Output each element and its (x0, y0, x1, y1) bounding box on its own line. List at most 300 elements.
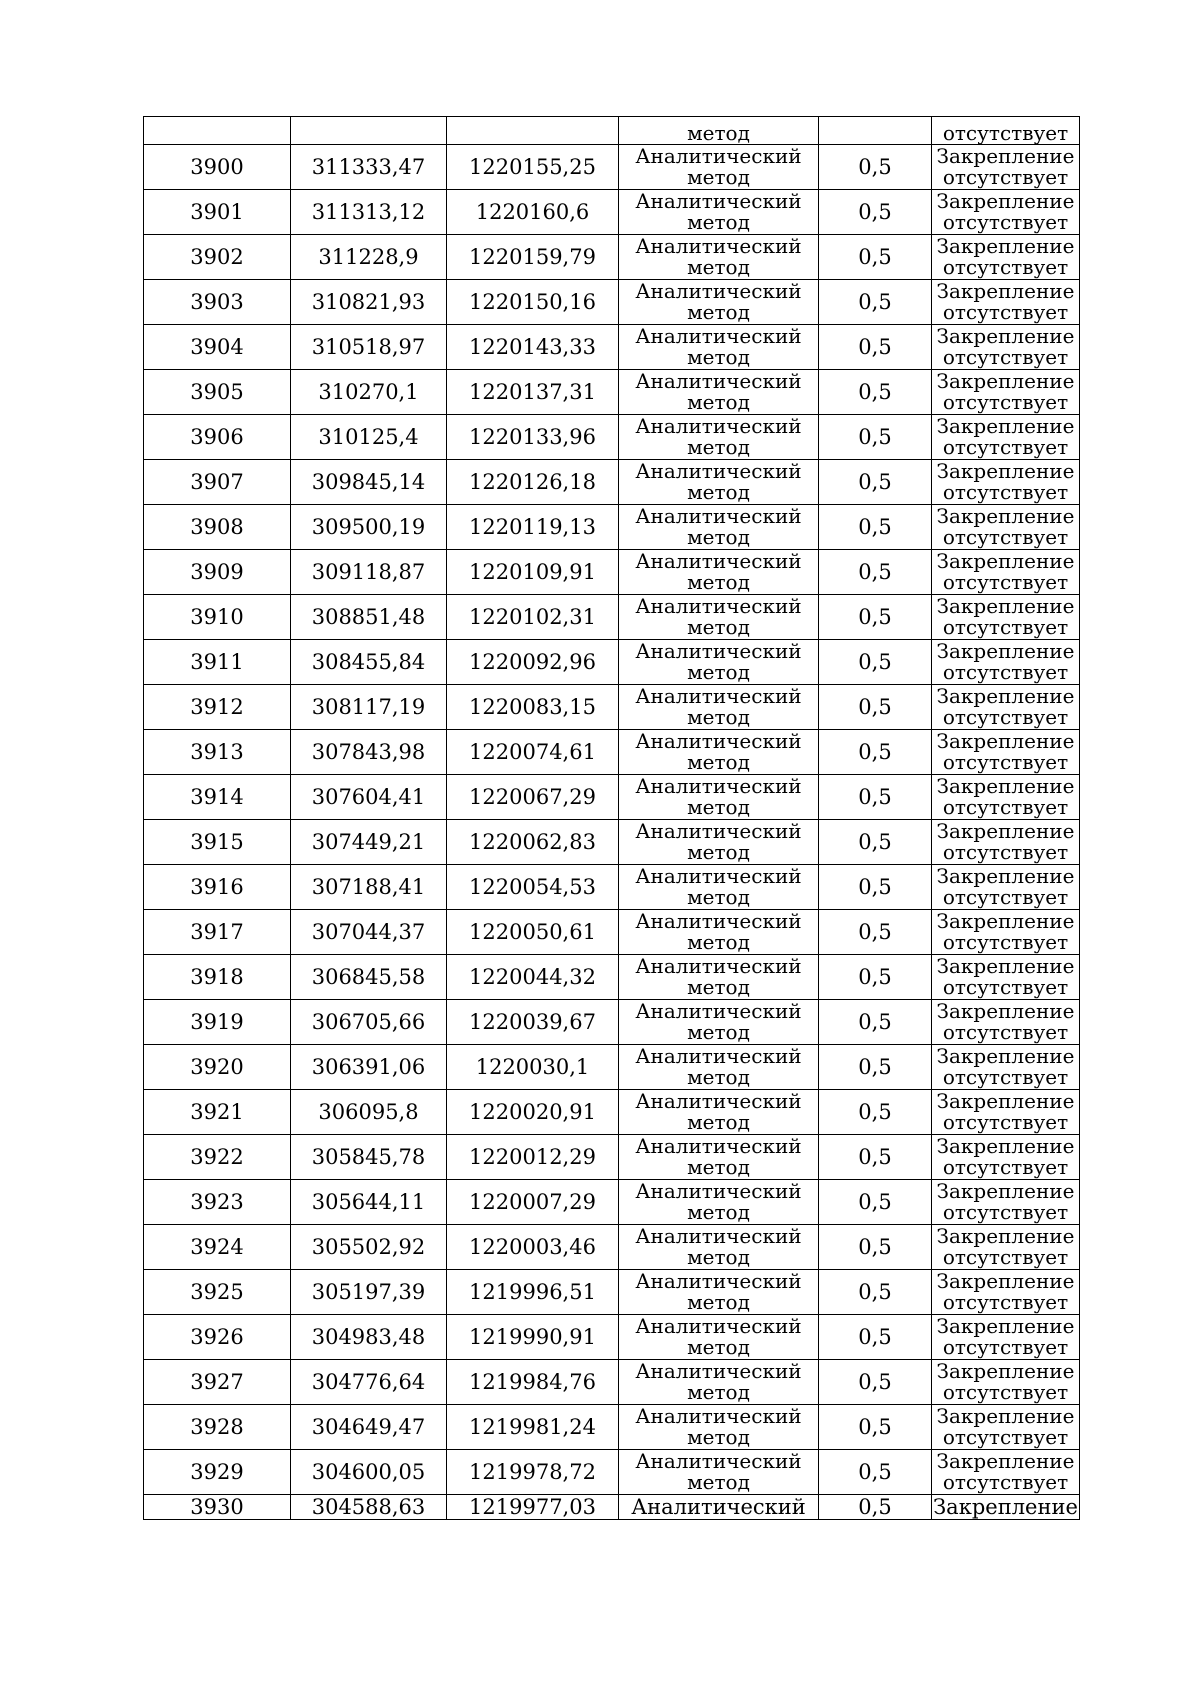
cell-method (619, 685, 819, 730)
cell-point-number: 3904 (144, 325, 291, 370)
cell-method-line: метод (687, 1335, 750, 1359)
cell-method-line: метод (687, 1380, 750, 1404)
cell-error: 0,5 (819, 1090, 932, 1135)
cell-error (819, 117, 932, 145)
cell-x: 308455,84 (291, 640, 447, 685)
cell-fixation (932, 1270, 1080, 1315)
cell-error: 0,5 (819, 1450, 932, 1495)
cell-point-number: 3906 (144, 415, 291, 460)
cell-method-line: Аналитический (635, 639, 802, 663)
cell-fixation (932, 775, 1080, 820)
cell-fixation (932, 1000, 1080, 1045)
cell-fixation-line: отсутствует (942, 1200, 1069, 1224)
cell-y: 1219996,51 (447, 1270, 619, 1315)
cell-fixation-line: Закрепление (936, 1134, 1075, 1158)
cell-fixation (932, 415, 1080, 460)
cell-x: 304600,05 (291, 1450, 447, 1495)
cell-fixation (932, 1315, 1080, 1360)
cell-point-number: 3914 (144, 775, 291, 820)
cell-error: 0,5 (819, 910, 932, 955)
cell-fixation-line: отсутствует (942, 300, 1069, 324)
cell-error: 0,5 (819, 460, 932, 505)
cell-fixation (932, 1405, 1080, 1450)
cell-method-line: Аналитический (635, 549, 802, 573)
cell-method-line: метод (687, 930, 750, 954)
cell-y: 1220062,83 (447, 820, 619, 865)
cell-fixation-line: Закрепление (936, 1404, 1075, 1428)
cell-point-number: 3920 (144, 1045, 291, 1090)
cell-method-line: Аналитический (635, 1404, 802, 1428)
cell-point-number: 3922 (144, 1135, 291, 1180)
cell-method (619, 1360, 819, 1405)
cell-y: 1220050,61 (447, 910, 619, 955)
cell-error: 0,5 (819, 145, 932, 190)
table-row (144, 1315, 1080, 1360)
cell-method-line: Аналитический (635, 594, 802, 618)
cell-x: 304649,47 (291, 1405, 447, 1450)
cell-method-line: Аналитический (635, 909, 802, 933)
cell-error: 0,5 (819, 370, 932, 415)
cell-method (619, 460, 819, 505)
cell-y: 1220092,96 (447, 640, 619, 685)
cell-method (619, 1090, 819, 1135)
cell-fixation-line: отсутствует (942, 345, 1069, 369)
cell-method (619, 1270, 819, 1315)
cell-method (619, 640, 819, 685)
cell-y: 1220007,29 (447, 1180, 619, 1225)
cell-fixation: Закрепление (933, 1494, 1078, 1519)
cell-fixation-line: отсутствует (942, 705, 1069, 729)
cell-method-line: Аналитический (635, 1269, 802, 1293)
cell-x: 305197,39 (291, 1270, 447, 1315)
cell-method-line: Аналитический (635, 1134, 802, 1158)
cell-fixation-line: Закрепление (936, 1044, 1075, 1068)
cell-fixation-line: отсутствует (942, 1245, 1069, 1269)
cell-method (619, 1450, 819, 1495)
cell-method-line: Аналитический (635, 234, 802, 258)
cell-method-line: метод (687, 750, 750, 774)
cell-fixation-line: отсутствует (942, 1020, 1069, 1044)
cell-point-number: 3928 (144, 1405, 291, 1450)
cell-method-line: Аналитический (635, 279, 802, 303)
table-body (144, 117, 1080, 1520)
cell-fixation (932, 505, 1080, 550)
cell-method-line: Аналитический (635, 1449, 802, 1473)
cell-fixation-line: отсутствует (942, 795, 1069, 819)
cell-fixation-line: отсутствует (942, 840, 1069, 864)
cell-method-line: Аналитический (635, 189, 802, 213)
cell-method (619, 595, 819, 640)
cell-fixation-line: отсутствует (942, 1425, 1069, 1449)
cell-fixation-line: Закрепление (936, 414, 1075, 438)
cell-method-line: метод (687, 795, 750, 819)
table-row (144, 595, 1080, 640)
table-row (144, 820, 1080, 865)
cell-point-number: 3927 (144, 1360, 291, 1405)
cell-fixation-line: Закрепление (936, 549, 1075, 573)
cell-fixation (932, 325, 1080, 370)
cell-method-line: метод (687, 390, 750, 414)
cell-fixation-line: Закрепление (936, 909, 1075, 933)
cell-fixation-line: отсутствует (942, 615, 1069, 639)
cell-point-number: 3926 (144, 1315, 291, 1360)
cell-x: 309845,14 (291, 460, 447, 505)
table-row (144, 1225, 1080, 1270)
cell-method-line: Аналитический (635, 729, 802, 753)
cell-error: 0,5 (819, 595, 932, 640)
cell-fixation-line: Закрепление (936, 684, 1075, 708)
cell-fixation-line: Закрепление (936, 729, 1075, 753)
cell-x: 306845,58 (291, 955, 447, 1000)
cell-method (619, 280, 819, 325)
cell-error: 0,5 (819, 550, 932, 595)
cell-point-number: 3903 (144, 280, 291, 325)
table-row (144, 460, 1080, 505)
cell-x: 307188,41 (291, 865, 447, 910)
table-row (144, 415, 1080, 460)
cell-fixation (932, 595, 1080, 640)
cell-method-line: метод (687, 1200, 750, 1224)
cell-fixation (932, 280, 1080, 325)
cell-method-line: метод (687, 345, 750, 369)
table-row (144, 235, 1080, 280)
cell-error: 0,5 (819, 685, 932, 730)
cell-error: 0,5 (819, 1180, 932, 1225)
cell-error: 0,5 (819, 1000, 932, 1045)
cell-error: 0,5 (819, 325, 932, 370)
cell-y (447, 117, 619, 145)
cell-fixation-line: отсутствует (942, 480, 1069, 504)
cell-x: 307604,41 (291, 775, 447, 820)
cell-y: 1220067,29 (447, 775, 619, 820)
cell-fixation-line: Закрепление (936, 594, 1075, 618)
cell-y: 1220083,15 (447, 685, 619, 730)
cell-method-line: метод (687, 615, 750, 639)
cell-fixation-line: Закрепление (936, 954, 1075, 978)
cell-method (619, 505, 819, 550)
cell-fixation-line: Закрепление (936, 324, 1075, 348)
table-row (144, 1000, 1080, 1045)
table-row (144, 640, 1080, 685)
cell-error: 0,5 (819, 955, 932, 1000)
cell-method (619, 1135, 819, 1180)
cell-method (619, 145, 819, 190)
cell-method-line: метод (687, 885, 750, 909)
cell-method-line: метод (687, 570, 750, 594)
cell-point-number: 3913 (144, 730, 291, 775)
cell-method-line: метод (687, 525, 750, 549)
cell-method-line: метод (687, 1020, 750, 1044)
cell-x: 310270,1 (291, 370, 447, 415)
cell-x (291, 117, 447, 145)
cell-error: 0,5 (819, 1315, 932, 1360)
cell-error: 0,5 (819, 1270, 932, 1315)
cell-x: 311228,9 (291, 235, 447, 280)
table-row (144, 1180, 1080, 1225)
cell-point-number: 3910 (144, 595, 291, 640)
cell-fixation-line: отсутствует (942, 1470, 1069, 1494)
cell-x: 311333,47 (291, 145, 447, 190)
cell-method-line: Аналитический (635, 504, 802, 528)
cell-fixation (932, 910, 1080, 955)
cell-error: 0,5 (819, 1045, 932, 1090)
cell-y: 1219978,72 (447, 1450, 619, 1495)
cell-fixation (932, 955, 1080, 1000)
cell-point-number: 3930 (144, 1495, 291, 1520)
cell-error: 0,5 (819, 415, 932, 460)
table-row (144, 1090, 1080, 1135)
cell-method (619, 775, 819, 820)
cell-fixation-line: отсутствует (942, 525, 1069, 549)
cell-point-number: 3917 (144, 910, 291, 955)
cell-y: 1220054,53 (447, 865, 619, 910)
cell-method-line: метод (687, 1245, 750, 1269)
cell-fixation (932, 1225, 1080, 1270)
cell-fixation-line: Закрепление (936, 369, 1075, 393)
table-row (144, 730, 1080, 775)
cell-error: 0,5 (819, 1495, 932, 1520)
cell-fixation (932, 1360, 1080, 1405)
cell-method-line: Аналитический (635, 1314, 802, 1338)
coordinates-table (143, 116, 1080, 1520)
cell-y: 1219990,91 (447, 1315, 619, 1360)
cell-point-number: 3905 (144, 370, 291, 415)
table-row (144, 910, 1080, 955)
cell-method (619, 1225, 819, 1270)
cell-fixation-line: отсутствует (942, 750, 1069, 774)
table-row (144, 505, 1080, 550)
cell-method-line: метод (687, 975, 750, 999)
cell-y: 1220030,1 (447, 1045, 619, 1090)
cell-fixation-line: отсутствует (942, 1155, 1069, 1179)
cell-method-line: метод (687, 705, 750, 729)
cell-fixation-line: Закрепление (936, 1089, 1075, 1113)
cell-x: 304983,48 (291, 1315, 447, 1360)
cell-y: 1220020,91 (447, 1090, 619, 1135)
cell-fixation-line: отсутствует (942, 885, 1069, 909)
cell-error: 0,5 (819, 730, 932, 775)
cell-error: 0,5 (819, 820, 932, 865)
cell-error: 0,5 (819, 1405, 932, 1450)
cell-y: 1220074,61 (447, 730, 619, 775)
cell-method-line: метод (687, 1290, 750, 1314)
table-row (144, 865, 1080, 910)
cell-fixation (932, 145, 1080, 190)
cell-y: 1219977,03 (447, 1495, 619, 1520)
cell-fixation: отсутствует (932, 117, 1080, 145)
cell-point-number: 3900 (144, 145, 291, 190)
cell-method-line: Аналитический (635, 414, 802, 438)
table-row (144, 190, 1080, 235)
cell-x: 306095,8 (291, 1090, 447, 1135)
cell-point-number: 3909 (144, 550, 291, 595)
cell-fixation-line: Закрепление (936, 1449, 1075, 1473)
cell-method: метод (619, 117, 819, 145)
cell-x: 306391,06 (291, 1045, 447, 1090)
cell-x: 306705,66 (291, 1000, 447, 1045)
cell-fixation-line: Закрепление (936, 1179, 1075, 1203)
cell-point-number: 3916 (144, 865, 291, 910)
cell-error: 0,5 (819, 640, 932, 685)
cell-method (619, 1405, 819, 1450)
cell-fixation-line: Закрепление (936, 189, 1075, 213)
cell-method-line: метод (687, 1425, 750, 1449)
table-row (144, 1450, 1080, 1495)
cell-x: 305644,11 (291, 1180, 447, 1225)
table-row (144, 145, 1080, 190)
cell-error: 0,5 (819, 865, 932, 910)
cell-error: 0,5 (819, 505, 932, 550)
cell-fixation-line: отсутствует (942, 1335, 1069, 1359)
cell-method-line: Аналитический (635, 144, 802, 168)
cell-x: 310125,4 (291, 415, 447, 460)
cell-fixation-line: Закрепление (936, 639, 1075, 663)
cell-y: 1220109,91 (447, 550, 619, 595)
cell-method-line: Аналитический (635, 684, 802, 708)
cell-x: 307449,21 (291, 820, 447, 865)
cell-x: 308117,19 (291, 685, 447, 730)
cell-fixation-line: отсутствует (942, 255, 1069, 279)
cell-y: 1220159,79 (447, 235, 619, 280)
cell-error: 0,5 (819, 235, 932, 280)
cell-fixation-line: отсутствует (942, 660, 1069, 684)
cell-error: 0,5 (819, 280, 932, 325)
cell-method (619, 910, 819, 955)
cell-fixation-line: Закрепление (936, 279, 1075, 303)
cell-method (619, 955, 819, 1000)
cell-point-number: 3907 (144, 460, 291, 505)
cell-point-number: 3912 (144, 685, 291, 730)
cell-method-line: метод (687, 1470, 750, 1494)
table-row (144, 550, 1080, 595)
cell-x: 309118,87 (291, 550, 447, 595)
table-row (144, 325, 1080, 370)
table-row (144, 1135, 1080, 1180)
cell-error: 0,5 (819, 190, 932, 235)
table-row-continuation (144, 117, 1080, 145)
table-row-last (144, 1495, 1080, 1520)
cell-method (619, 730, 819, 775)
cell-x: 308851,48 (291, 595, 447, 640)
cell-method-line: Аналитический (635, 1179, 802, 1203)
cell-fixation-line: отсутствует (942, 975, 1069, 999)
cell-point-number: 3902 (144, 235, 291, 280)
cell-x: 304588,63 (291, 1495, 447, 1520)
cell-fixation-line: отсутствует (942, 1110, 1069, 1134)
cell-method-line: Аналитический (635, 1359, 802, 1383)
cell-method-line: метод (687, 255, 750, 279)
cell-fixation-line: Закрепление (936, 144, 1075, 168)
cell-fixation (932, 685, 1080, 730)
cell-method-line: Аналитический (635, 819, 802, 843)
cell-method-line: Аналитический (635, 999, 802, 1023)
cell-fixation-line: отсутствует (942, 1380, 1069, 1404)
cell-y: 1220150,16 (447, 280, 619, 325)
cell-error: 0,5 (819, 1135, 932, 1180)
cell-point-number: 3919 (144, 1000, 291, 1045)
cell-method-line: метод (687, 435, 750, 459)
cell-fixation-line: отсутствует (942, 165, 1069, 189)
cell-point-number: 3901 (144, 190, 291, 235)
cell-point-number: 3925 (144, 1270, 291, 1315)
cell-method-line: Аналитический (635, 774, 802, 798)
cell-fixation-line: отсутствует (942, 930, 1069, 954)
cell-fixation (932, 235, 1080, 280)
cell-fixation-line: отсутствует (942, 1065, 1069, 1089)
cell-x: 307843,98 (291, 730, 447, 775)
cell-point-number (144, 117, 291, 145)
cell-x: 310518,97 (291, 325, 447, 370)
table-row (144, 1360, 1080, 1405)
table-row (144, 280, 1080, 325)
cell-method (619, 370, 819, 415)
cell-method-line: Аналитический (635, 324, 802, 348)
cell-x: 304776,64 (291, 1360, 447, 1405)
cell-fixation-line: Закрепление (936, 1314, 1075, 1338)
cell-method (619, 865, 819, 910)
cell-x: 309500,19 (291, 505, 447, 550)
cell-error: 0,5 (819, 775, 932, 820)
cell-fixation-line: отсутствует (942, 210, 1069, 234)
cell-method-line: Аналитический (635, 954, 802, 978)
cell-method-line: Аналитический (635, 459, 802, 483)
cell-method-line: метод (687, 480, 750, 504)
cell-fixation (932, 730, 1080, 775)
cell-y: 1220044,32 (447, 955, 619, 1000)
cell-method (619, 550, 819, 595)
table-row (144, 685, 1080, 730)
cell-method-line: метод (687, 210, 750, 234)
cell-point-number: 3908 (144, 505, 291, 550)
cell-y: 1219981,24 (447, 1405, 619, 1450)
cell-point-number: 3918 (144, 955, 291, 1000)
cell-x: 311313,12 (291, 190, 447, 235)
cell-fixation-line: Закрепление (936, 1269, 1075, 1293)
cell-y: 1219984,76 (447, 1360, 619, 1405)
cell-point-number: 3929 (144, 1450, 291, 1495)
cell-fixation (932, 550, 1080, 595)
cell-x: 305502,92 (291, 1225, 447, 1270)
cell-x: 307044,37 (291, 910, 447, 955)
cell-method-line: Аналитический (635, 1224, 802, 1248)
cell-method-line: метод (687, 1155, 750, 1179)
cell-method (619, 1180, 819, 1225)
cell-y: 1220003,46 (447, 1225, 619, 1270)
cell-fixation-line: Закрепление (936, 774, 1075, 798)
cell-point-number: 3924 (144, 1225, 291, 1270)
cell-y: 1220133,96 (447, 415, 619, 460)
table-row (144, 1270, 1080, 1315)
cell-method-line: метод (687, 300, 750, 324)
cell-fixation (932, 865, 1080, 910)
table-row (144, 370, 1080, 415)
cell-fixation (932, 1180, 1080, 1225)
cell-method (619, 1315, 819, 1360)
table-row (144, 1045, 1080, 1090)
cell-fixation (932, 1135, 1080, 1180)
cell-fixation (932, 1045, 1080, 1090)
cell-method-line: Аналитический (635, 1089, 802, 1113)
cell-method-line: метод (687, 660, 750, 684)
cell-method-line: Аналитический (635, 864, 802, 888)
cell-y: 1220160,6 (447, 190, 619, 235)
cell-fixation (932, 640, 1080, 685)
cell-y: 1220155,25 (447, 145, 619, 190)
table-row (144, 955, 1080, 1000)
cell-fixation-line: Закрепление (936, 819, 1075, 843)
cell-method (619, 1000, 819, 1045)
cell-method (619, 235, 819, 280)
